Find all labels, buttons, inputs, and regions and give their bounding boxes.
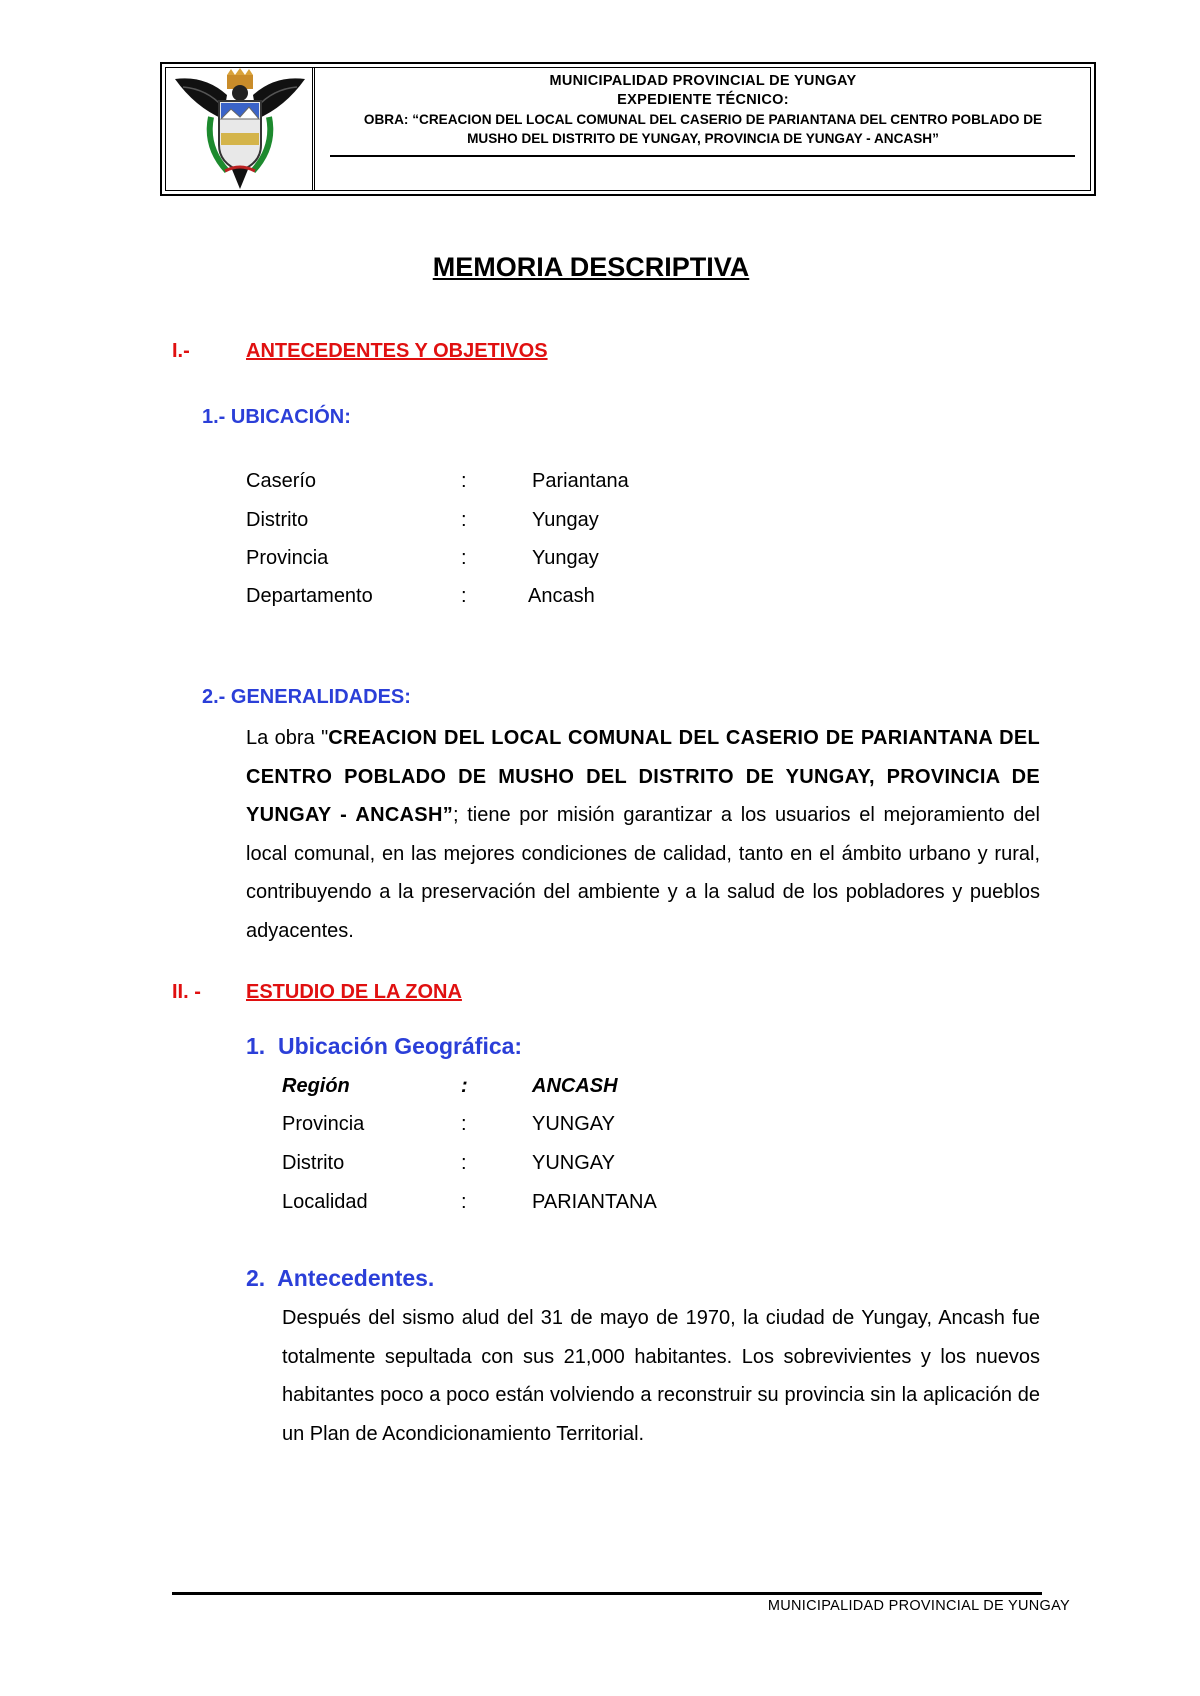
section-2-number: II. - (172, 981, 201, 1003)
page-title: MEMORIA DESCRIPTIVA (432, 252, 750, 282)
geo-sep: : (461, 1191, 467, 1213)
ubicacion-value-provincia: Yungay (532, 547, 599, 569)
ubicacion-heading: 1.- UBICACIÓN: (202, 406, 351, 428)
ubicacion-sep: : (461, 547, 467, 569)
generalidades-heading: 2.- GENERALIDADES: (202, 686, 411, 708)
geo-sep: : (461, 1075, 468, 1097)
section-1-number: I.- (172, 340, 190, 362)
ubicacion-value-distrito: Yungay (532, 509, 599, 531)
geo-value-distrito: YUNGAY (532, 1152, 615, 1174)
ubicacion-geografica-heading: 1. Ubicación Geográfica: (246, 1033, 523, 1059)
ubicacion-label-caserio: Caserío (246, 470, 317, 492)
footer-text: MUNICIPALIDAD PROVINCIAL DE YUNGAY (767, 1598, 1070, 1614)
geo-value-region: ANCASH (532, 1075, 618, 1097)
geo-label-localidad: Localidad (282, 1191, 368, 1213)
header-logo-cell (165, 67, 315, 191)
header-text (320, 72, 1086, 148)
section-1-title: ANTECEDENTES Y OBJETIVOS (246, 340, 548, 362)
header-expediente: EXPEDIENTE TÉCNICO: (617, 92, 789, 108)
ubicacion-value-departamento: Ancash (528, 585, 595, 607)
header-underline (330, 155, 1075, 157)
ubicacion-label-provincia: Provincia (246, 547, 329, 569)
geo-label-region: Región (282, 1075, 350, 1097)
ubicacion-label-distrito: Distrito (246, 509, 309, 531)
header-obra-line1: OBRA: “CREACION DEL LOCAL COMUNAL DEL CASERIO DE PARIANTANA DEL CENTRO POBLADO DE (363, 112, 1043, 127)
ubicacion-sep: : (461, 470, 467, 492)
geo-value-provincia: YUNGAY (532, 1113, 615, 1135)
section-2-title: ESTUDIO DE LA ZONA (246, 981, 462, 1003)
footer-rule (172, 1592, 1042, 1595)
ubicacion-value-caserio: Pariantana (532, 470, 629, 492)
generalidades-paragraph: La obra "CREACION DEL LOCAL COMUNAL DEL CASERIO DE PARIANTANA DEL CENTRO POBLADO DE MUSHO DEL DISTRITO DE YUNGAY, PROVINCIA DE YUNGAY - ANCASH”; tiene por misión garantizar a los usuarios el mejoramiento del local comunal, en las mejores condiciones de calidad, tanto en el ámbito urbano y rural, contribuyendo a la preservación del ambiente y a la salud de los pobladores y pueblos adyacentes. (246, 727, 1040, 942)
geo-label-distrito: Distrito (282, 1152, 345, 1174)
ubicacion-sep: : (461, 585, 467, 607)
header-municipality: MUNICIPALIDAD PROVINCIAL DE YUNGAY (549, 73, 857, 89)
ubicacion-sep: : (461, 509, 467, 531)
coat-of-arms-logo (165, 67, 315, 191)
antecedentes-paragraph: Después del sismo alud del 31 de mayo de 1970, la ciudad de Yungay, Ancash fue totalmente sepultada con sus 21,000 habitantes. Los sobrevivientes y los nuevos habitantes poco a poco están volviendo a reconstruir su provincia sin la aplicación de un Plan de Acondicionamiento Territorial. (282, 1307, 1040, 1445)
header-obra-line2: MUSHO DEL DISTRITO DE YUNGAY, PROVINCIA DE YUNGAY - ANCASH” (467, 131, 939, 146)
antecedentes-heading: 2. Antecedentes. (246, 1265, 435, 1291)
geo-sep: : (461, 1113, 467, 1135)
geo-label-provincia: Provincia (282, 1113, 365, 1135)
geo-sep: : (461, 1152, 467, 1174)
geo-value-localidad: PARIANTANA (532, 1191, 657, 1213)
ubicacion-label-departamento: Departamento (246, 585, 373, 607)
